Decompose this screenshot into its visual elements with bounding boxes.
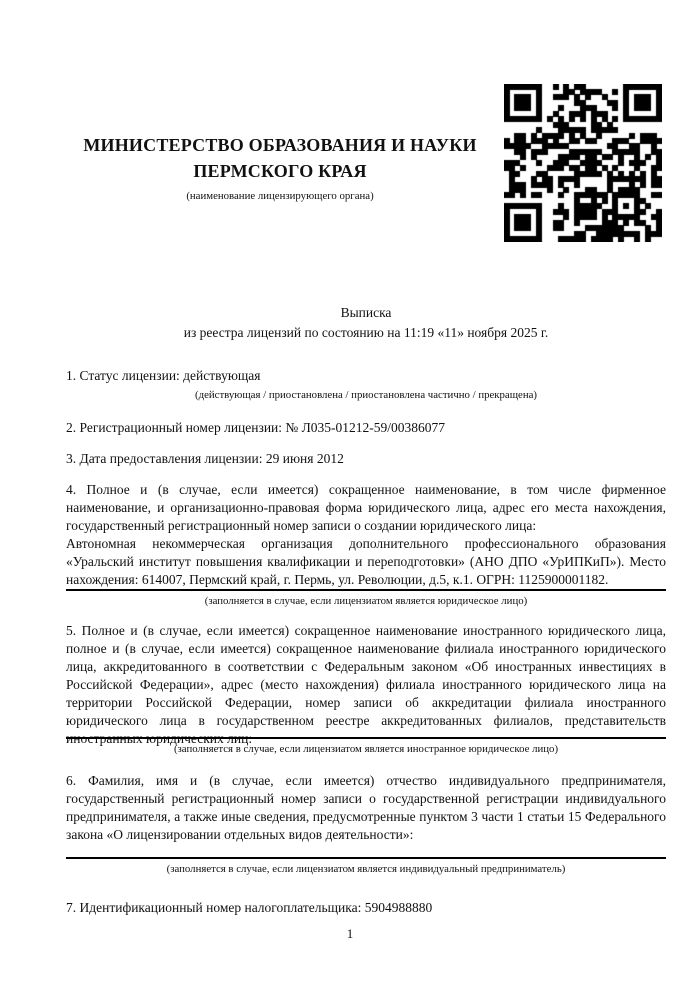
page-number: 1 (346, 926, 354, 941)
item-registration-number: 2. Регистрационный номер лицензии: № Л035-01212-59/00386077 (66, 420, 446, 435)
entrepreneur-fill-caption: (заполняется в случае, если лицензиатом является индивидуальный предприниматель) (166, 863, 566, 875)
document-title-line-2: из реестра лицензий по состоянию на 11:19 «11» ноября 2025 г. (183, 325, 549, 340)
foreign-entity-fill-caption: (заполняется в случае, если лицензиатом является иностранное юридическое лицо) (173, 743, 559, 755)
item-entrepreneur: 6. Фамилия, имя и (в случае, если имеется) отчество индивидуального предпринимателя, государственный регистрационный номер записи о государственной регистрации индивидуального предпринимателя, а также иные сведения, предусмотренные пунктом 3 части 1 статьи 15 Федерального закона «О лицензировании отдельных видов деятельности»: (66, 773, 666, 842)
item-grant-date: 3. Дата предоставления лицензии: 29 июня 2012 (66, 451, 344, 466)
item-legal-entity (66, 481, 666, 589)
legal-entity-fill-caption: (заполняется в случае, если лицензиатом является юридическое лицо) (204, 595, 528, 607)
ministry-name-caption: (наименование лицензирующего органа) (186, 190, 374, 202)
item-license-status: 1. Статус лицензии: действующая (66, 368, 261, 383)
item-legal-entity-text: 4. Полное и (в случае, если имеется) сокращенное наименование, в том числе фирменное наименование, и организационно-правовая форма юридического лица, адрес его места нахождения, государственный регистрационный номер записи о создании юридического лица: (66, 482, 666, 533)
item-license-status-caption: (действующая / приостановлена / приостановлена частично / прекращена) (195, 389, 537, 401)
item-foreign-entity: 5. Полное и (в случае, если имеется) сокращенное наименование иностранного юридического лица, полное и (в случае, если имеется) сокращенное наименование филиала иностранного юридического лица, аккредитованного в соответствии с Федеральным законом «Об иностранных инвестициях в Российской Федерации», адрес (место нахождения) филиала иностранного юридического лица на территории Российской Федерации, номер записи об аккредитации филиала иностранного юридического лица в государственном реестре аккредитованных филиалов, представительств иностранных юридических лиц: (66, 623, 666, 746)
foreign-entity-fill-line (66, 737, 666, 756)
item-taxpayer-number: 7. Идентификационный номер налогоплательщика: 5904988880 (66, 900, 433, 915)
item-legal-entity-value: Автономная некоммерческая организация дополнительного профессионального образования «Уральский институт повышения квалификации и переподготовки» (АНО ДПО «УрИПКиП»). Место нахождения: 614007, Пермский край, г. Пермь, ул. Революции, д.5, к.1. ОГРН: 1125900001182. (66, 536, 666, 587)
ministry-name-line-1: МИНИСТЕРСТВО ОБРАЗОВАНИЯ И НАУКИ (83, 135, 477, 155)
document-body (66, 0, 666, 989)
legal-entity-fill-line (66, 589, 666, 608)
entrepreneur-fill-line (66, 857, 666, 876)
document-title-line-1: Выписка (340, 305, 392, 320)
ministry-name-line-2: ПЕРМСКОГО КРАЯ (193, 161, 367, 181)
